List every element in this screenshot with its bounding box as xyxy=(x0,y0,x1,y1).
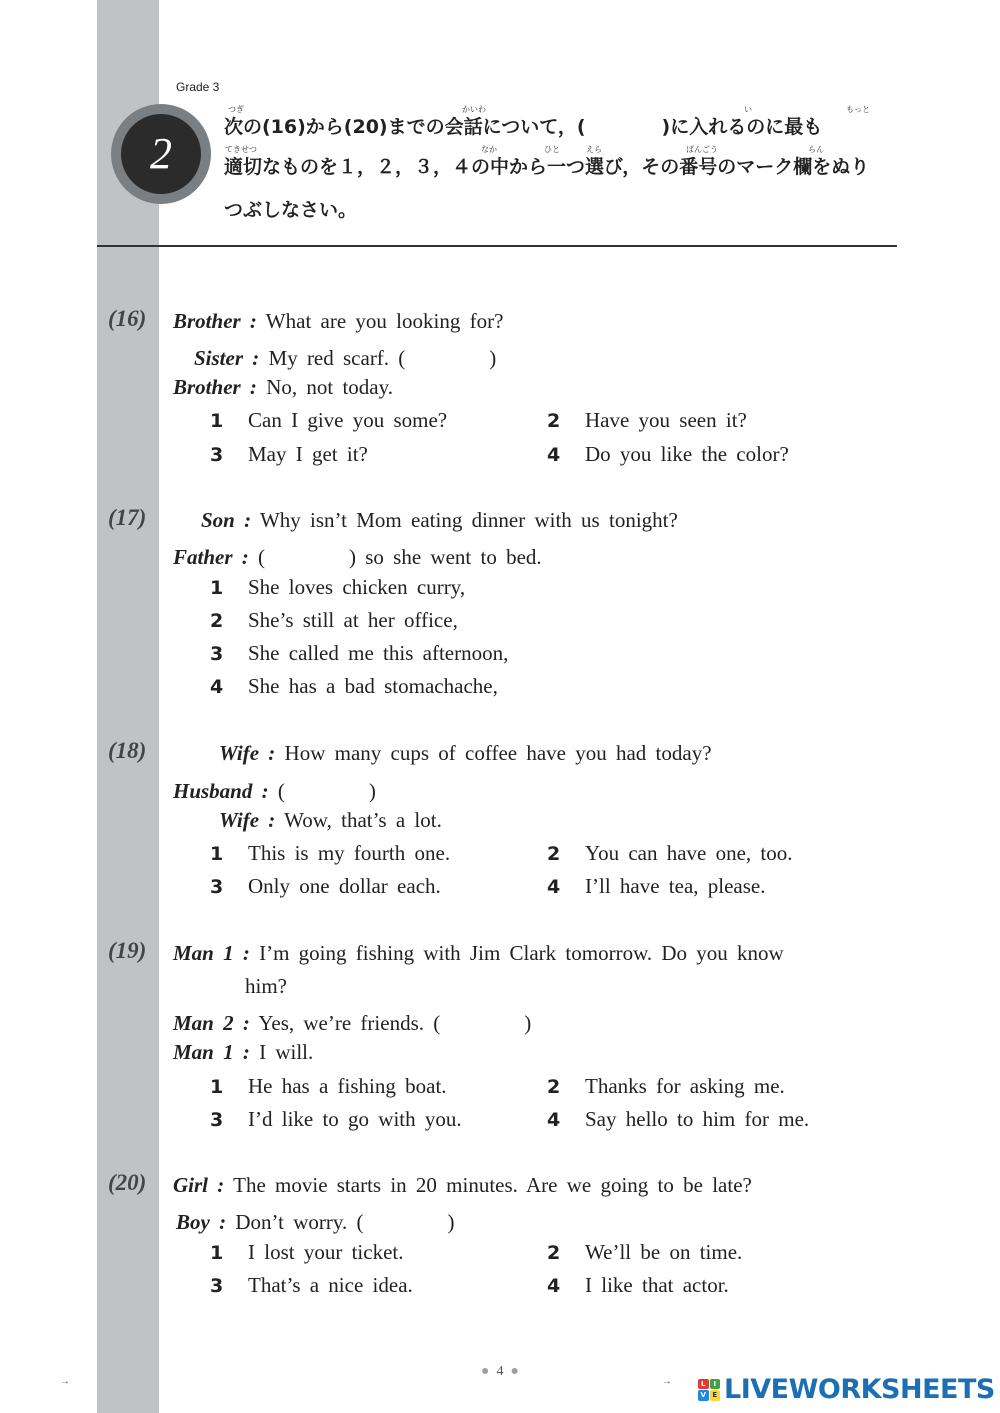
instruction-line-2: 適切なものを１，２，３，４の中から一つ選び，その番号のマーク欄をぬり xyxy=(224,156,870,178)
utterance: What are you looking for? xyxy=(256,309,504,333)
option-text: Can I give you some? xyxy=(248,408,448,432)
furigana: なか xyxy=(481,145,497,154)
option-number: 3 xyxy=(210,876,224,898)
answer-option[interactable] xyxy=(547,1107,809,1132)
option-text: Do you like the color? xyxy=(585,442,789,466)
answer-option[interactable] xyxy=(547,1074,785,1099)
page-number-value: 4 xyxy=(496,1364,504,1379)
utterance: ( ) xyxy=(268,779,376,803)
answer-option[interactable] xyxy=(210,641,508,666)
option-number: 4 xyxy=(547,444,561,466)
dialogue-line xyxy=(201,508,678,533)
option-text: Only one dollar each. xyxy=(248,874,441,898)
question-number-18: (18) xyxy=(108,738,147,763)
answer-option[interactable] xyxy=(210,841,450,866)
speaker: Girl : xyxy=(173,1173,225,1197)
answer-option[interactable] xyxy=(210,674,498,699)
logo-tile: I xyxy=(710,1379,721,1390)
option-text: We’ll be on time. xyxy=(585,1240,743,1264)
section-number-badge: 2 xyxy=(121,114,201,194)
furigana: かいわ xyxy=(462,105,486,114)
answer-option[interactable] xyxy=(547,408,747,433)
logo-tile: E xyxy=(710,1390,721,1401)
furigana: つぎ xyxy=(228,105,244,114)
dialogue-line xyxy=(173,1007,531,1037)
answer-option[interactable] xyxy=(210,1074,447,1099)
dot-icon: ● xyxy=(510,1364,519,1379)
option-text: She has a bad stomachache, xyxy=(248,674,498,698)
option-text: Say hello to him for me. xyxy=(585,1107,810,1131)
option-number: 1 xyxy=(210,843,224,865)
option-text: She loves chicken curry, xyxy=(248,575,466,599)
dialogue-line xyxy=(173,941,784,966)
speaker: Son : xyxy=(201,508,252,532)
utterance: him? xyxy=(245,974,287,998)
utterance: Wow, that’s a lot. xyxy=(275,808,442,832)
answer-option[interactable] xyxy=(210,575,465,600)
speaker: Brother : xyxy=(173,375,257,399)
dialogue-line xyxy=(173,309,503,334)
utterance: Don’t worry. ( ) xyxy=(226,1210,455,1234)
speaker: Man 1 : xyxy=(173,941,250,965)
option-text: Thanks for asking me. xyxy=(585,1074,785,1098)
option-number: 3 xyxy=(210,1109,224,1131)
answer-option[interactable] xyxy=(547,1240,742,1265)
dialogue-line xyxy=(219,808,442,833)
furigana: い xyxy=(744,105,752,114)
logo-tile: V xyxy=(698,1390,709,1401)
option-text: This is my fourth one. xyxy=(248,841,451,865)
option-number: 1 xyxy=(210,577,224,599)
option-text: I lost your ticket. xyxy=(248,1240,404,1264)
utterance: Yes, we’re friends. ( ) xyxy=(249,1011,532,1035)
option-text: He has a fishing boat. xyxy=(248,1074,447,1098)
option-text: May I get it? xyxy=(248,442,368,466)
speaker: Husband : xyxy=(173,779,269,803)
utterance: I’m going fishing with Jim Clark tomorrow. Do you know xyxy=(249,941,784,965)
liveworksheets-watermark xyxy=(698,1374,995,1405)
dialogue-line xyxy=(219,741,712,766)
furigana: もっと xyxy=(846,105,870,114)
dot-icon: ● xyxy=(481,1364,490,1379)
crop-mark: → xyxy=(662,1376,672,1387)
speaker: Wife : xyxy=(219,741,276,765)
liveworksheets-logo-icon xyxy=(698,1379,720,1401)
answer-option[interactable] xyxy=(547,841,793,866)
dialogue-line xyxy=(173,1173,752,1198)
grade-label: Grade 3 xyxy=(176,80,220,94)
question-number-19: (19) xyxy=(108,938,147,963)
utterance: The movie starts in 20 minutes. Are we going to be late? xyxy=(224,1173,752,1197)
furigana: ばんごう xyxy=(686,145,718,154)
header-divider xyxy=(97,245,897,247)
question-number-20: (20) xyxy=(108,1170,147,1195)
answer-option[interactable] xyxy=(210,1107,462,1132)
utterance: No, not today. xyxy=(256,375,393,399)
option-text: I like that actor. xyxy=(585,1273,729,1297)
answer-option[interactable] xyxy=(547,874,766,899)
question-number-16: (16) xyxy=(108,306,147,331)
utterance: I will. xyxy=(249,1040,314,1064)
option-number: 1 xyxy=(210,410,224,432)
speaker: Man 2 : xyxy=(173,1011,250,1035)
option-text: That’s a nice idea. xyxy=(248,1273,413,1297)
left-gray-band xyxy=(97,0,159,1413)
answer-option[interactable] xyxy=(547,1273,729,1298)
crop-mark: → xyxy=(60,1376,70,1387)
option-text: I’ll have tea, please. xyxy=(585,874,766,898)
utterance: ( ) so she went to bed. xyxy=(248,545,542,569)
option-text: She called me this afternoon, xyxy=(248,641,509,665)
speaker: Sister : xyxy=(194,346,260,370)
answer-option[interactable] xyxy=(547,442,789,467)
option-number: 4 xyxy=(547,1275,561,1297)
option-text: I’d like to go with you. xyxy=(248,1107,462,1131)
dialogue-line xyxy=(173,541,542,571)
option-number: 2 xyxy=(547,843,561,865)
option-number: 3 xyxy=(210,444,224,466)
option-number: 2 xyxy=(210,610,224,632)
instruction-line-1: 次の(16)から(20)までの会話について，( )に入れるのに最も xyxy=(224,116,823,138)
option-text: You can have one, too. xyxy=(585,841,793,865)
answer-option[interactable] xyxy=(210,874,441,899)
option-text: Have you seen it? xyxy=(585,408,747,432)
speaker: Father : xyxy=(173,545,249,569)
option-number: 3 xyxy=(210,643,224,665)
dialogue-line xyxy=(173,1040,313,1065)
option-number: 4 xyxy=(547,1109,561,1131)
option-number: 4 xyxy=(547,876,561,898)
question-number-17: (17) xyxy=(108,505,147,530)
speaker: Wife : xyxy=(219,808,276,832)
answer-option[interactable] xyxy=(210,608,458,633)
furigana: えら xyxy=(586,145,602,154)
option-number: 3 xyxy=(210,1275,224,1297)
dialogue-line xyxy=(173,775,376,805)
option-number: 2 xyxy=(547,1242,561,1264)
option-number: 1 xyxy=(210,1242,224,1264)
dialogue-line xyxy=(194,342,496,372)
utterance: Why isn’t Mom eating dinner with us tonight? xyxy=(251,508,678,532)
speaker: Brother : xyxy=(173,309,257,333)
utterance: My red scarf. ( ) xyxy=(259,346,497,370)
dialogue-line xyxy=(173,375,393,400)
watermark-text: LIVEWORKSHEETS xyxy=(724,1374,995,1405)
answer-option[interactable] xyxy=(210,1240,403,1265)
option-number: 2 xyxy=(547,1076,561,1098)
utterance: How many cups of coffee have you had today? xyxy=(275,741,712,765)
speaker: Man 1 : xyxy=(173,1040,250,1064)
option-number: 1 xyxy=(210,1076,224,1098)
answer-option[interactable] xyxy=(210,1273,413,1298)
furigana: てきせつ xyxy=(225,145,257,154)
speaker: Boy : xyxy=(176,1210,227,1234)
instruction-line-3: つぶしなさい。 xyxy=(224,199,358,221)
answer-option[interactable] xyxy=(210,442,368,467)
option-number: 2 xyxy=(547,410,561,432)
option-number: 4 xyxy=(210,676,224,698)
logo-tile: L xyxy=(698,1379,709,1390)
furigana: らん xyxy=(808,145,824,154)
option-text: She’s still at her office, xyxy=(248,608,458,632)
furigana: ひと xyxy=(544,145,560,154)
dialogue-line-continued xyxy=(245,974,287,999)
answer-option[interactable] xyxy=(210,408,447,433)
dialogue-line xyxy=(176,1206,454,1236)
